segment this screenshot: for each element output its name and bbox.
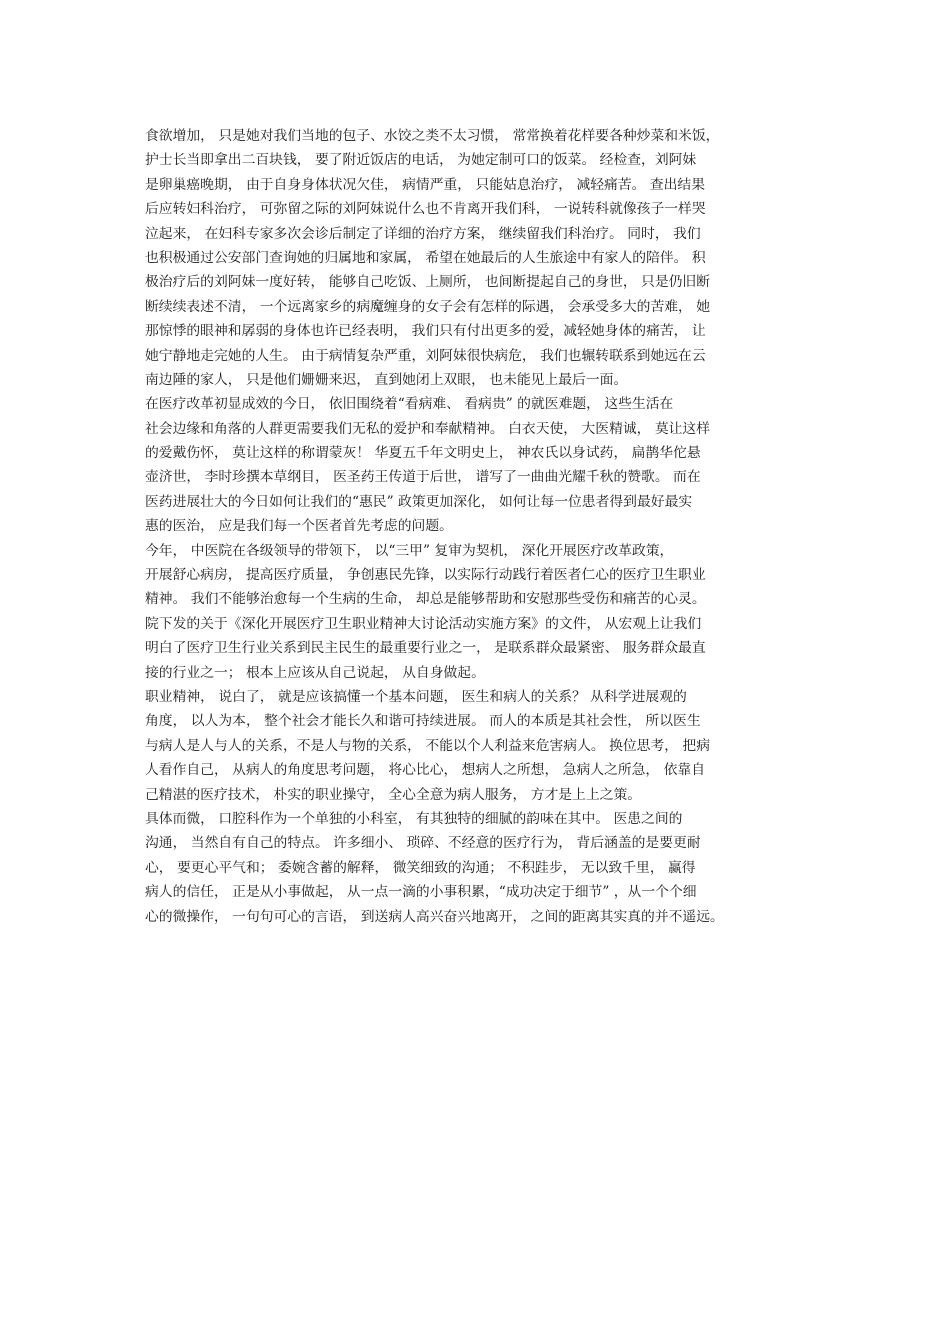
text-line: 那惊悸的眼神和孱弱的身体也许已经表明， 我们只有付出更多的爱，减轻她身体的痛苦， 让 (145, 323, 706, 340)
text-line: 也积极通过公安部门查询她的归属地和家属， 希望在她最后的人生旅途中有家人的陪伴。 积 (145, 249, 706, 266)
text-line: 医药进展壮大的今日如何让我们的“惠民” 政策更加深化， 如何让每一位患者得到最好最实 (145, 493, 693, 510)
text-line: 心， 要更心平气和； 委婉含蓄的解释， 微笑细致的沟通； 不积跬步， 无以致千里， 赢得 (145, 859, 696, 876)
text-line: 壶济世， 李时珍撰本草纲目， 医圣药王传道于后世， 谱写了一曲曲光耀千秋的赞歌。 而在 (145, 469, 701, 486)
document-body (145, 124, 825, 929)
text-line: 具体而微， 口腔科作为一个单独的小科室， 有其独特的细腻的韵味在其中。 医患之间的 (145, 810, 683, 827)
text-line: 在医疗改革初显成效的今日， 依旧围绕着“看病难、 看病贵” 的就医难题， 这些生活在 (145, 396, 674, 413)
text-line: 她宁静地走完她的人生。 由于病情复杂严重，刘阿妹很快病危， 我们也辗转联系到她远在云 (145, 347, 706, 364)
text-line: 惠的医治， 应是我们每一个医者首先考虑的问题。 (145, 518, 453, 535)
text-line: 沟通， 当然自有自己的特点。 许多细小、 琐碎、不经意的医疗行为， 背后涵盖的是要更耐 (145, 835, 701, 852)
text-line: 明白了医疗卫生行业关系到民主民生的最重要行业之一， 是联系群众最紧密、 服务群众最直 (145, 640, 706, 657)
text-line: 食欲增加， 只是她对我们当地的包子、水饺之类不太习惯， 常常换着花样要各种炒菜和米饭， (145, 128, 720, 144)
text-line: 开展舒心病房， 提高医疗质量， 争创惠民先锋，以实际行动践行着医者仁心的医疗卫生职业 (145, 567, 706, 584)
text-line: 断续续表述不清， 一个远离家乡的病魔缠身的女子会有怎样的际遇， 会承受多大的苦难， 她 (145, 298, 711, 315)
text-line: 南边陲的家人， 只是他们姗姗来迟， 直到她闭上双眼， 也未能见上最后一面。 (145, 371, 628, 388)
text-line: 与病人是人与人的关系，不是人与物的关系， 不能以个人利益来危害病人。 换位思考， 把病 (145, 737, 711, 754)
text-line: 社会边缘和角落的人群更需要我们无私的爱护和奉献精神。 白衣天使， 大医精诚， 莫让这样 (145, 420, 711, 437)
text-line: 的爱戴伤怀， 莫让这样的称谓蒙灰！ 华夏五千年文明史上， 神农氏以身试药， 扁鹊华佗悬 (145, 445, 701, 462)
text-line: 心的微操作， 一句句可心的言语， 到送病人高兴奋兴地离开， 之间的距离其实真的并不遥远。 (145, 908, 724, 925)
text-line: 己精湛的医疗技术， 朴实的职业操守， 全心全意为病人服务， 方才是上上之策。 (145, 786, 642, 803)
text-line: 精神。 我们不能够治愈每一个生病的生命， 却总是能够帮助和安慰那些受伤和痛苦的心灵。 (145, 591, 706, 608)
text-line: 接的行业之一； 根本上应该从自己说起， 从自身做起。 (145, 664, 485, 681)
text-line: 院下发的关于《深化开展医疗卫生职业精神大讨论活动实施方案》的文件， 从宏观上让我们 (145, 615, 702, 632)
text-line: 是卵巢癌晚期， 由于自身身体状况欠佳， 病情严重， 只能姑息治疗， 减轻痛苦。 查出结果 (145, 176, 706, 193)
text-line: 后应转妇科治疗， 可弥留之际的刘阿妹说什么也不肯离开我们科， 一说转科就像孩子一样哭 (145, 201, 706, 218)
text-line: 今年， 中医院在各级领导的带领下， 以“三甲” 复审为契机， 深化开展医疗改革政策， (145, 542, 674, 559)
text-line: 人看作自己， 从病人的角度思考问题， 将心比心， 想病人之所想， 急病人之所急， 依靠自 (145, 762, 706, 779)
text-line: 病人的信任， 正是从小事做起， 从一点一滴的小事积累，“成功决定于细节” ，从一个个细 (145, 884, 697, 901)
text-line: 极治疗后的刘阿妹一度好转， 能够自己吃饭、上厕所， 也间断提起自己的身世， 只是仍旧断 (145, 274, 711, 291)
text-line: 角度， 以人为本， 整个社会才能长久和谐可持续进展。 而人的本质是其社会性， 所以医生 (145, 713, 701, 730)
text-line: 职业精神， 说白了， 就是应该搞懂一个基本问题， 医生和病人的关系？ 从科学进展观的 (145, 688, 687, 705)
text-line: 护士长当即拿出二百块钱， 要了附近饭店的电话， 为她定制可口的饭菜。 经检查，刘阿妹 (145, 152, 697, 169)
text-line: 泣起来， 在妇科专家多次会诊后制定了详细的治疗方案， 继续留我们科治疗。 同时， 我们 (145, 225, 701, 242)
